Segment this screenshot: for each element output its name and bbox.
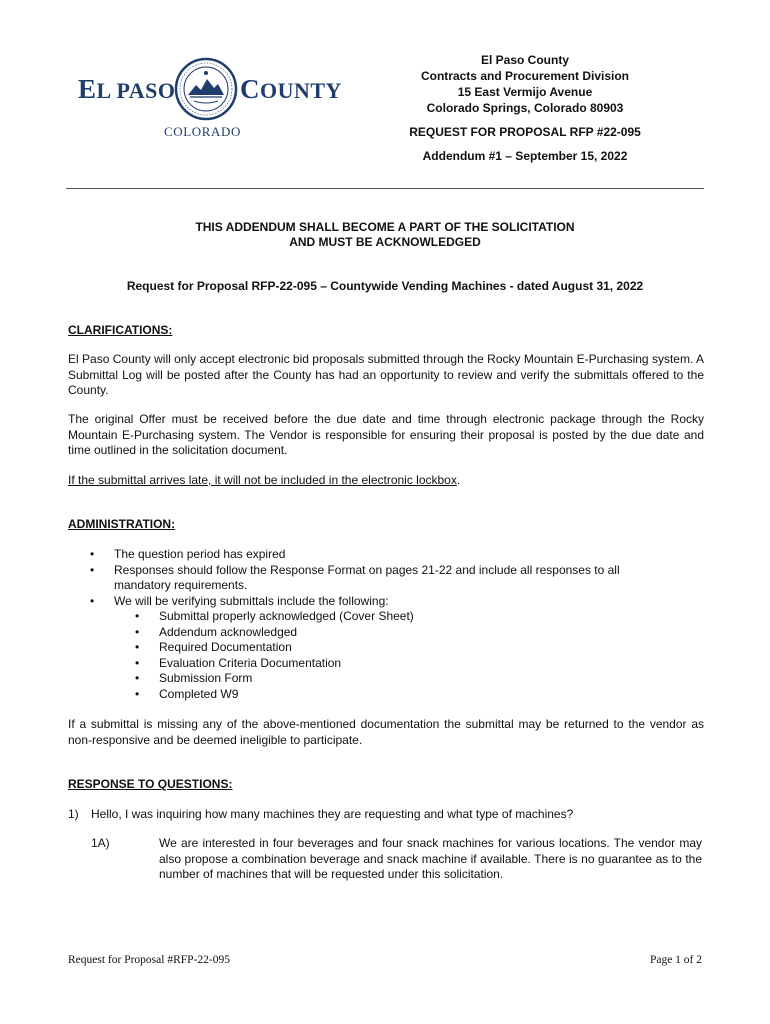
logo-word-county: COUNTY	[240, 74, 342, 104]
logo-state: COLORADO	[164, 124, 242, 139]
administration-bullets	[90, 547, 670, 609]
footer-document-id: Request for Proposal #RFP-22-095	[68, 954, 230, 966]
list-item: • Addendum acknowledged	[135, 625, 635, 641]
header-org: El Paso County	[480, 53, 569, 67]
addendum-notice	[66, 220, 704, 250]
notice-line-1: THIS ADDENDUM SHALL BECOME A PART OF THE SOLICITATION	[195, 220, 575, 234]
question-1-number: 1)	[68, 807, 79, 821]
list-item: • Required Documentation	[135, 640, 635, 656]
header-address-block	[380, 52, 670, 164]
late-submittal-notice: If the submittal arrives late, it will not be included in the electronic lockbox	[68, 473, 457, 487]
list-item: • Evaluation Criteria Documentation	[135, 656, 635, 672]
footer-page-number: Page 1 of 2	[649, 954, 702, 966]
header-divider	[66, 188, 704, 189]
subject-line: Request for Proposal RFP-22-095 – Countywide Vending Machines - dated August 31, 2022	[126, 279, 644, 293]
header-rfp: REQUEST FOR PROPOSAL RFP #22-095	[409, 125, 641, 139]
list-item: • Completed W9	[135, 687, 635, 703]
list-item: • We will be verifying submittals include the following:	[90, 594, 670, 610]
list-item: • The question period has expired	[90, 547, 670, 563]
responses-heading: RESPONSE TO QUESTIONS:	[68, 777, 233, 791]
list-item: • Responses should follow the Response Format on pages 21-22 and include all responses to all mandatory requirements.	[90, 563, 670, 594]
administration-heading: ADMINISTRATION:	[68, 517, 176, 531]
header-addendum: Addendum #1 – September 15, 2022	[422, 149, 628, 163]
clarifications-paragraph-3: If the submittal arrives late, it will not be included in the electronic lockbox.	[68, 473, 461, 487]
list-item: • Submittal properly acknowledged (Cover Sheet)	[135, 609, 635, 625]
clarifications-paragraph-2: The original Offer must be received before the due date and time through electronic package through the Rocky Mountain E-Purchasing system. The Vendor is responsible for ensuring their proposal is posted by the due date and time outlined in the solicitation document.	[68, 412, 704, 457]
header-street: 15 East Vermijo Avenue	[457, 85, 593, 99]
clarifications-paragraph-1: El Paso County will only accept electronic bid proposals submitted through the Rocky Mountain E-Purchasing system. A Submittal Log will be posted after the County has had an opportunity to review and verify the submittals offered to the County.	[68, 352, 704, 397]
clarifications-heading: CLARIFICATIONS:	[68, 323, 173, 337]
header-division: Contracts and Procurement Division	[420, 69, 630, 83]
administration-closing: If a submittal is missing any of the above-mentioned documentation the submittal may be returned to the vendor as non-responsive and be deemed ineligible to participate.	[68, 717, 704, 747]
header-city: Colorado Springs, Colorado 80903	[426, 101, 624, 115]
answer-1-text: We are interested in four beverages and four snack machines for various locations. The vendor may also propose a combination beverage and snack machine if available. There is no guarantee as to the number of machines that will be requested under this solicitation.	[159, 836, 702, 881]
list-item: • Submission Form	[135, 671, 635, 687]
answer-1-number: 1A)	[91, 836, 110, 850]
notice-line-2: AND MUST BE ACKNOWLEDGED	[289, 235, 481, 249]
question-1-text: Hello, I was inquiring how many machines they are requesting and what type of machines?	[91, 807, 574, 821]
submittal-checklist	[135, 609, 635, 703]
county-seal-icon	[174, 57, 238, 121]
logo-word-el-paso: EL PASO	[78, 74, 176, 104]
